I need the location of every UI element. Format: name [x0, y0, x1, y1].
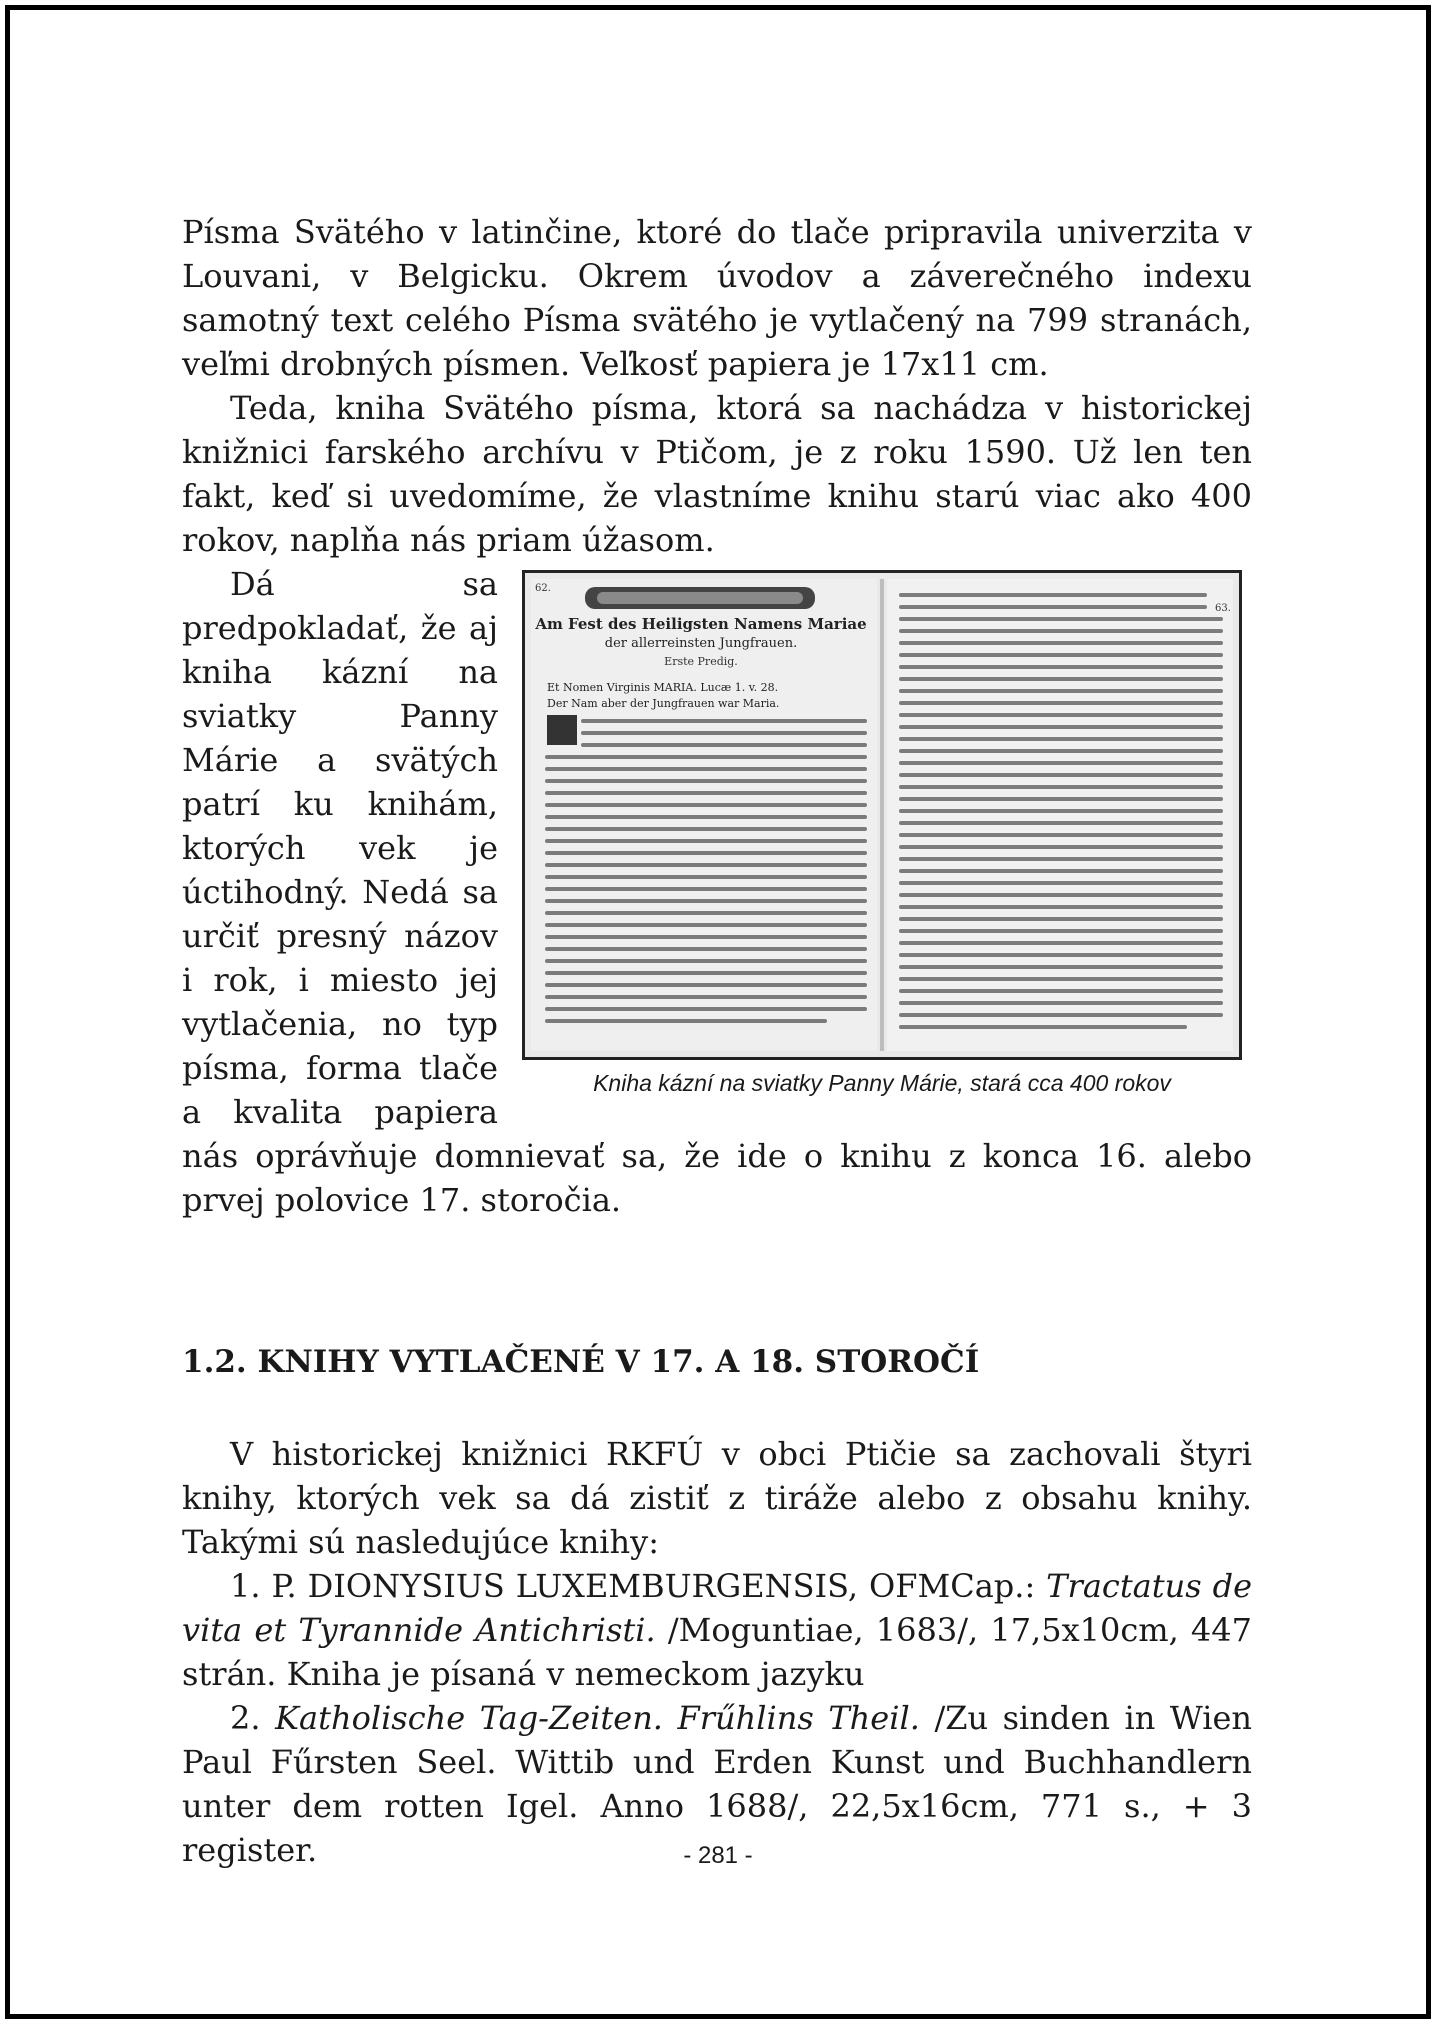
page-number: - 281 - [683, 1842, 753, 1869]
figure-section [182, 562, 1252, 1222]
book-scan-drawing [525, 573, 1239, 1057]
scan-line-3: Erste Predig. [664, 655, 738, 668]
section-heading: 1.2. KNIHY VYTLAČENÉ V 17. A 18. STOROČÍ [182, 1344, 980, 1380]
paragraph-1: Písma Svätého v latinčine, ktoré do tlače pripravila univerzita v Louvani, v Belgicku. Okrem úvodov a záverečného indexu samotný text celého Písma svätého je vytlačený na 799 stranách, veľmi drobných písmen. Veľkosť papiera je 17x11 cm. [182, 213, 1252, 383]
item-details: /Moguntiae, 1683/, 17,5x10cm, 447 strán. Kniha je písaná v nemeckom jazyku [182, 1611, 1253, 1693]
list-item [182, 1564, 1252, 1696]
document-page [5, 5, 1431, 2019]
figure [522, 570, 1252, 1100]
item-title: Tractatus de vita et Tyrannide Antichristi. [182, 1567, 1253, 1649]
item-lead: 1. P. DIONYSIUS LUXEMBURGENSIS, OFMCap.: [230, 1567, 1047, 1605]
item-details: /Zu sinden in Wien Paul Fűrsten Seel. Wittib und Erden Kunst und Buchhandlern unter dem rotten Igel. Anno 1688/, 22,5x16cm, 771 s., + 3 register. [182, 1699, 1253, 1869]
scan-page-number-right: 63. [1215, 603, 1231, 614]
item-title: Katholische Tag-Zeiten. Frűhlins Theil. [275, 1699, 920, 1737]
paragraph-2: Teda, kniha Svätého písma, ktorá sa nachádza v historickej knižnici farského archívu v Ptičom, je z roku 1590. Už len ten fakt, keď si uvedomíme, že vlastníme knihu starú viac ako 400 rokov, naplňa nás priam úžasom. [182, 389, 1252, 559]
item-lead: 2. [230, 1699, 276, 1737]
scan-page-number-left: 62. [535, 583, 551, 594]
book-scan-image [522, 570, 1242, 1060]
figure-caption: Kniha kázní na sviatky Panny Márie, stará cca 400 rokov [593, 1070, 1171, 1096]
scan-line-4: Et Nomen Virginis MARIA. Lucæ 1. v. 28. [547, 681, 779, 694]
section-intro: V historickej knižnici RKFÚ v obci Ptičie sa zachovali štyri knihy, ktorých vek sa dá zistiť z tiráže alebo z obsahu knihy. Takými sú nasledujúce knihy: [182, 1435, 1252, 1561]
scan-title: Am Fest des Heiligsten Namens Mariae [535, 615, 867, 633]
scan-subtitle: der allerreinsten Jungfrauen. [604, 636, 798, 651]
paragraph-3: Dá sa predpokladať, že aj kniha kázní na sviatky Panny Márie a svätých patrí ku knihám, ktorých vek je úctihodný. Nedá sa určiť presný názov i rok, i miesto jej vytlačenia, no typ písma, forma tlače a kvalita papiera nás oprávňuje domnievať sa, že ide o knihu z konca 16. alebo prvej polovice 17. storočia. [182, 565, 1252, 1219]
scan-line-5: Der Nam aber der Jungfrauen war Maria. [547, 697, 780, 710]
page-content [182, 210, 1252, 1872]
